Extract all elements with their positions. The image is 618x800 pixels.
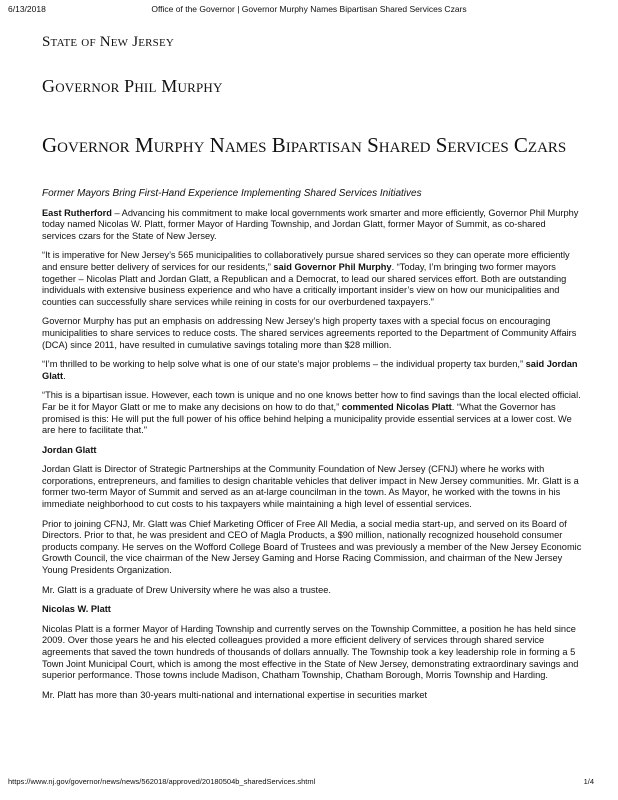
quote-text: “It is imperative for New Jersey’s 565 municipalities to collaboratively pursue shared services so they can operate more efficiently and ensure better delivery of services for our residents,” (42, 250, 570, 272)
glatt-bio-paragraph: Mr. Glatt is a graduate of Drew University where he was also a trustee. (42, 584, 331, 595)
paragraph-glatt-quote (42, 359, 582, 382)
print-footer-url: https://www.nj.gov/governor/news/news/562018/approved/20180504b_sharedServices.shtml (8, 777, 316, 786)
glatt-bio-paragraph: Prior to joining CFNJ, Mr. Glatt was Chief Marketing Officer of Free All Media, a social media start-up, and served on its Board of Directors. Prior to that, he was president and CEO of Magla Products, a $90 million, nationally recognized household consumer products company. He serves on the Wofford College Board of Trustees and was previously a member of the New Jersey Economic Growth Council, the vice chairman of the New Jersey Gaming and Horse Racing Commission, and chairman of the New Jersey Young Presidents Organization. (42, 518, 582, 576)
article-body (42, 188, 582, 709)
governor-phil-murphy-link[interactable]: Governor Phil Murphy (42, 76, 223, 96)
quote-attribution: said Governor Phil Murphy (273, 261, 392, 272)
paragraph-platt-quote (42, 390, 582, 436)
platt-bio-paragraph: Nicolas Platt is a former Mayor of Harding Township and currently serves on the Township Committee, a position he has held since 2009. Over those years he and his elected colleagues provided a more efficient delivery of services through shared service agreements that saved the town hundreds of thousands of dollars annually. The Township took a key leadership role in forming a 5 Town Joint Municipal Court, which is among the most effective in the State of New Jersey, demonstrating extraordinary savings and superior performance. Those towns include Madison, Chatham Township, Chatham Borough, Morris Township and Harding. (42, 623, 579, 681)
quote-text: . “Today, I’m bringing two former mayors together – Nicolas Platt and Jordan Glatt, a Republican and a Democrat, to lead our shared services effort. Both are outstanding individuals with extensive business experience and who have a critically important insider’s view on how our municipalities and counties can successfully share services while reining in costs for our overburdened taxpayers.” (42, 261, 567, 307)
platt-bio-paragraph: Mr. Platt has more than 30-years multi-national and international expertise in securities market (42, 689, 428, 700)
print-footer-page-number: 1/4 (583, 777, 594, 786)
section-heading-nicolas-platt: Nicolas W. Platt (42, 604, 111, 615)
quote-text: “I’m thrilled to be working to help solve what is one of our state’s major problems – the individual property tax burden,” (42, 359, 526, 370)
section-heading-jordan-glatt: Jordan Glatt (42, 444, 97, 455)
glatt-bio-paragraph: Jordan Glatt is Director of Strategic Partnerships at the Community Foundation of New Jersey (CFNJ) where he works with corporations, entrepreneurs, and families to design charitable vehicles that deliver impact in New Jersey communities. Mr. Glatt is a former two-term Mayor of Summit and served as an at-large councilman in the town. As Mayor, he worked with the towns in his immediate neighborhood to cut costs to his taxpayers while maintaining a high level of essential services. (42, 464, 579, 510)
quote-attribution: commented Nicolas Platt (341, 401, 452, 412)
quote-text: . “What the Governor has promised is this: He will put the full power of his office behind helping a municipality provide essential services at a lower cost. We are here to facilitate that." (42, 401, 572, 436)
dateline: East Rutherford (42, 207, 112, 218)
paragraph-governor-quote (42, 250, 582, 308)
paragraph-intro (42, 208, 582, 243)
quote-attribution: said Jordan Glatt (42, 359, 578, 381)
paragraph-property-taxes: Governor Murphy has put an emphasis on addressing New Jersey’s high property taxes with a special focus on encouraging municipalities to share services to reduce costs. The shared services agreements reported to the Department of Community Affairs (DCA) since 2011, have resulted in cumulative savings totaling more than $28 million. (42, 316, 577, 350)
article-headline: Governor Murphy Names Bipartisan Shared Services Czars (42, 133, 567, 157)
state-of-new-jersey-link[interactable]: State of New Jersey (42, 34, 175, 50)
print-header-title: Office of the Governor | Governor Murphy Names Bipartisan Shared Services Czars (151, 4, 467, 14)
paragraph-text: – Advancing his commitment to make local governments work smarter and more efficiently, Governor Phil Murphy today named Nicolas W. Platt, former Mayor of Harding Township, and Jordan Glatt, former Mayor of Summit, as co-shared services czars for the State of New Jersey. (42, 207, 579, 241)
quote-text: “This is a bipartisan issue. However, each town is unique and no one knows better how to find savings than the local elected official. Far be it for Mayor Glatt or me to make any decisions on how to do that,” (42, 390, 581, 412)
quote-text: . (63, 370, 66, 381)
print-header-date: 6/13/2018 (8, 4, 46, 14)
article-subheadline: Former Mayors Bring First-Hand Experience Implementing Shared Services Initiatives (42, 188, 422, 199)
